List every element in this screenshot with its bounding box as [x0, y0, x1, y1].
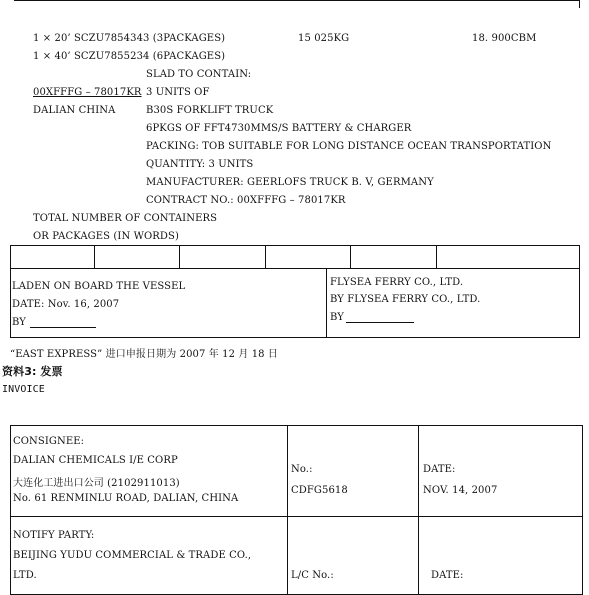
shipping-mark-2: DALIAN CHINA [33, 105, 116, 116]
total-row-divider-4 [350, 245, 351, 269]
desc-line-5: QUANTITY: 3 UNITS [146, 159, 254, 170]
invoice-no-value: CDFG5618 [291, 485, 348, 496]
carrier-name: FLYSEA FERRY CO., LTD. [330, 277, 464, 288]
invoice-date-label: DATE: [423, 464, 456, 475]
container-line-2: 1 × 40’ SCZU7855234 (6PACKAGES) [33, 51, 226, 62]
total-label-2: OR PACKAGES (IN WORDS) [33, 231, 179, 242]
desc-line-2: B30S FORKLIFT TRUCK [146, 105, 274, 116]
total-label-1: TOTAL NUMBER OF CONTAINERS [33, 213, 218, 224]
total-row-divider-1 [94, 245, 95, 269]
invoice-row-divider [10, 516, 583, 517]
notify-party-line-1: BEIJING YUDU COMMERCIAL & TRADE CO., [13, 550, 252, 561]
total-row-divider-2 [179, 245, 180, 269]
desc-line-1: 3 UNITS OF [146, 87, 210, 98]
lc-no-label: L/C No.: [291, 570, 334, 581]
total-row-divider-5 [436, 245, 437, 269]
notify-party-line-2: LTD. [13, 570, 37, 581]
total-row-divider-3 [265, 245, 266, 269]
desc-line-7: CONTRACT NO.: 00XFFFG – 78017KR [146, 195, 346, 206]
consignee-line-1: DALIAN CHEMICALS I/E CORP [13, 455, 178, 466]
container-line-1: 1 × 20’ SCZU7854343 (3PACKAGES) [33, 33, 226, 44]
notify-party-label: NOTIFY PARTY: [13, 530, 95, 541]
carrier-by-line: BY FLYSEA FERRY CO., LTD. [330, 294, 481, 305]
consignee-label: CONSIGNEE: [13, 436, 85, 447]
total-words-row [10, 245, 580, 269]
laden-carrier-divider [326, 268, 327, 338]
invoice-date-value: NOV. 14, 2007 [423, 485, 498, 496]
laden-date: DATE: Nov. 16, 2007 [12, 299, 120, 310]
shipping-mark-1: 00XFFFG – 78017KR [33, 87, 142, 98]
invoice-heading: INVOICE [2, 384, 45, 395]
consignee-line-2: 大连化工进出口公司 (2102911013) [13, 478, 180, 489]
import-declaration-note: “EAST EXPRESS” 进口申报日期为 2007 年 12 月 18 日 [10, 349, 278, 360]
invoice-col-divider-1 [287, 425, 288, 595]
container-weight: 15 025KG [298, 33, 350, 44]
laden-signature-line [30, 327, 96, 328]
material-heading: 资料3: 发票 [2, 365, 63, 378]
container-volume: 18. 900CBM [472, 33, 537, 44]
said-to-contain: SLAD TO CONTAIN: [146, 69, 252, 80]
laden-title: LADEN ON BOARD THE VESSEL [12, 281, 186, 292]
laden-by-label: BY [12, 317, 26, 328]
top-rule [14, 0, 580, 1]
desc-line-6: MANUFACTURER: GEERLOFS TRUCK B. V, GERMANY [146, 177, 434, 188]
top-right-rule [579, 0, 580, 8]
carrier-signature-line [346, 322, 414, 323]
carrier-by-label: BY [330, 312, 344, 323]
invoice-no-label: No.: [291, 464, 313, 475]
desc-line-4: PACKING: TOB SUITABLE FOR LONG DISTANCE OCEAN TRANSPORTATION [146, 141, 552, 152]
lc-date-label: DATE: [431, 570, 464, 581]
invoice-col-divider-2 [418, 425, 419, 595]
consignee-line-3: No. 61 RENMINLU ROAD, DALIAN, CHINA [13, 493, 239, 504]
desc-line-3: 6PKGS OF FFT4730MMS/S BATTERY & CHARGER [146, 123, 412, 134]
